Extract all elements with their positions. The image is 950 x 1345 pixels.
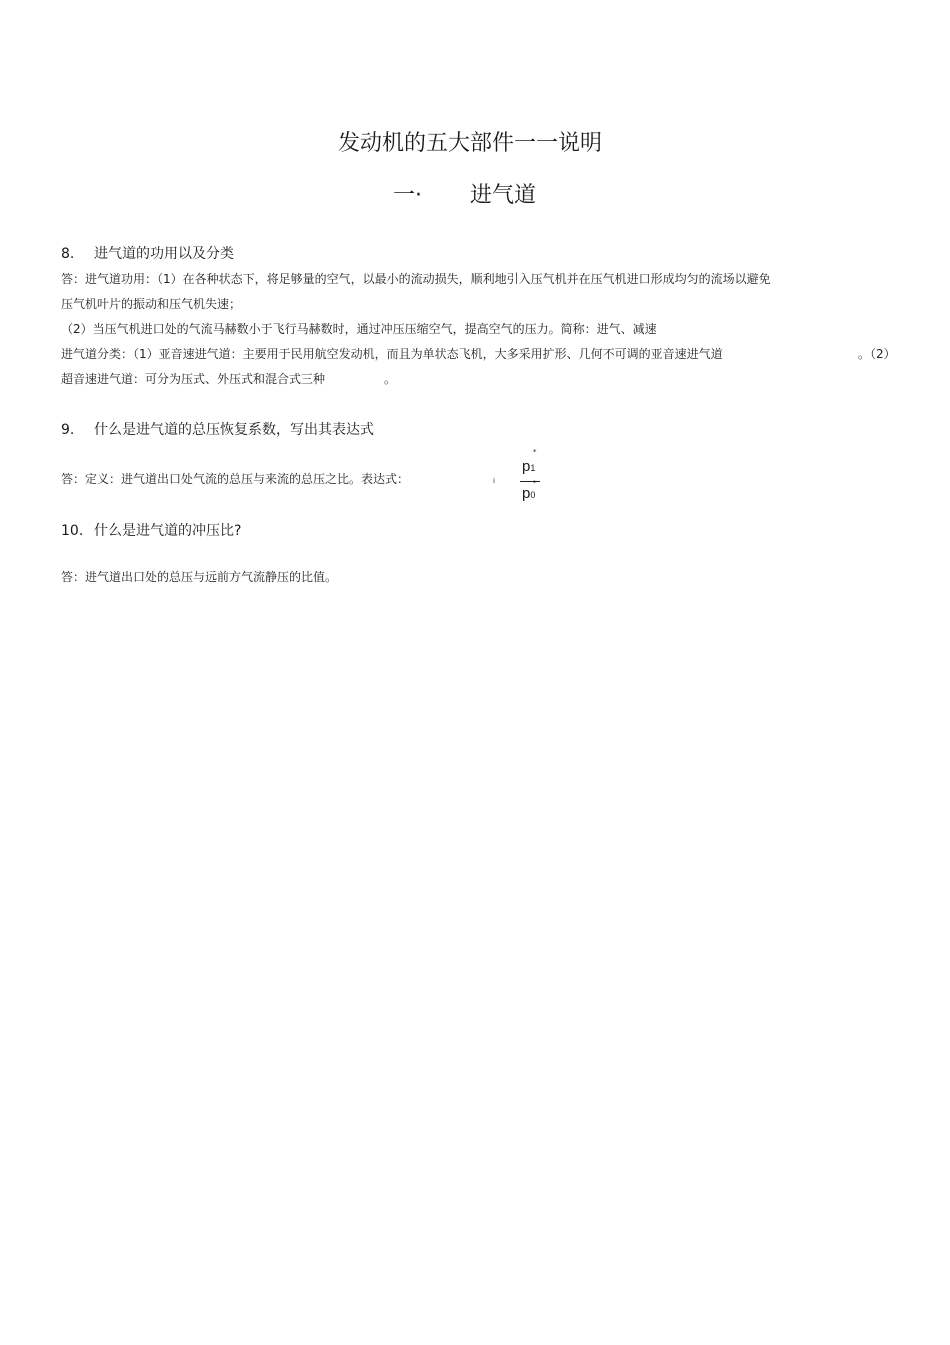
answer-8-line-2: 压气机叶片的振动和压气机失速； xyxy=(61,297,242,311)
question-number: 8. xyxy=(61,246,75,262)
question-number: 9. xyxy=(61,422,75,438)
question-number: 10. xyxy=(61,523,84,539)
formula-star-bottom: * xyxy=(533,479,537,487)
denominator-subscript: 0 xyxy=(530,490,536,500)
answer-8-line-5: 超音速进气道：可分为压式、外压式和混合式三种 xyxy=(61,372,326,386)
fraction-bar xyxy=(520,481,540,482)
question-text: 什么是进气道的总压恢复系数，写出其表达式 xyxy=(94,422,374,438)
answer-8-line-4: 进气道分类：（1）亚音速进气道：主要用于民用航空发动机，而且为单状态飞机，大多采用扩形、几何不可调的亚音速进气道 xyxy=(61,347,723,361)
section-number: 一· xyxy=(393,183,422,208)
formula-numerator xyxy=(522,458,535,475)
formula-symbol: i xyxy=(493,477,495,485)
formula-star-top: * xyxy=(533,448,537,456)
answer-8-line-4-tail: 。（2） xyxy=(858,347,896,361)
numerator-symbol: p xyxy=(522,458,531,475)
answer-10: 答：进气道出口处的总压与远前方气流静压的比值。 xyxy=(61,570,338,584)
numerator-subscript: 1 xyxy=(530,463,536,473)
formula-denominator xyxy=(522,485,535,502)
denominator-symbol: p xyxy=(522,485,531,502)
question-text: 什么是进气道的冲压比? xyxy=(94,523,242,539)
question-text: 进气道的功用以及分类 xyxy=(94,246,234,262)
question-8 xyxy=(61,243,234,263)
answer-8-line-3: （2）当压气机进口处的气流马赫数小于飞行马赫数时，通过冲压压缩空气，提高空气的压力。简称：进气、减速 xyxy=(61,322,657,336)
document-title: 发动机的五大部件一一说明 xyxy=(337,131,602,156)
answer-9: 答：定义：进气道出口处气流的总压与来流的总压之比。表达式： xyxy=(61,472,410,486)
question-9 xyxy=(61,419,374,439)
answer-8-line-1: 答：进气道功用：（1）在各种状态下，将足够量的空气，以最小的流动损失，顺利地引入压气机并在压气机进口形成均匀的流场以避免 xyxy=(61,272,771,286)
answer-8-line-5-tail: 。 xyxy=(384,372,397,386)
section-title: 进气道 xyxy=(470,183,537,208)
question-10 xyxy=(61,520,241,540)
